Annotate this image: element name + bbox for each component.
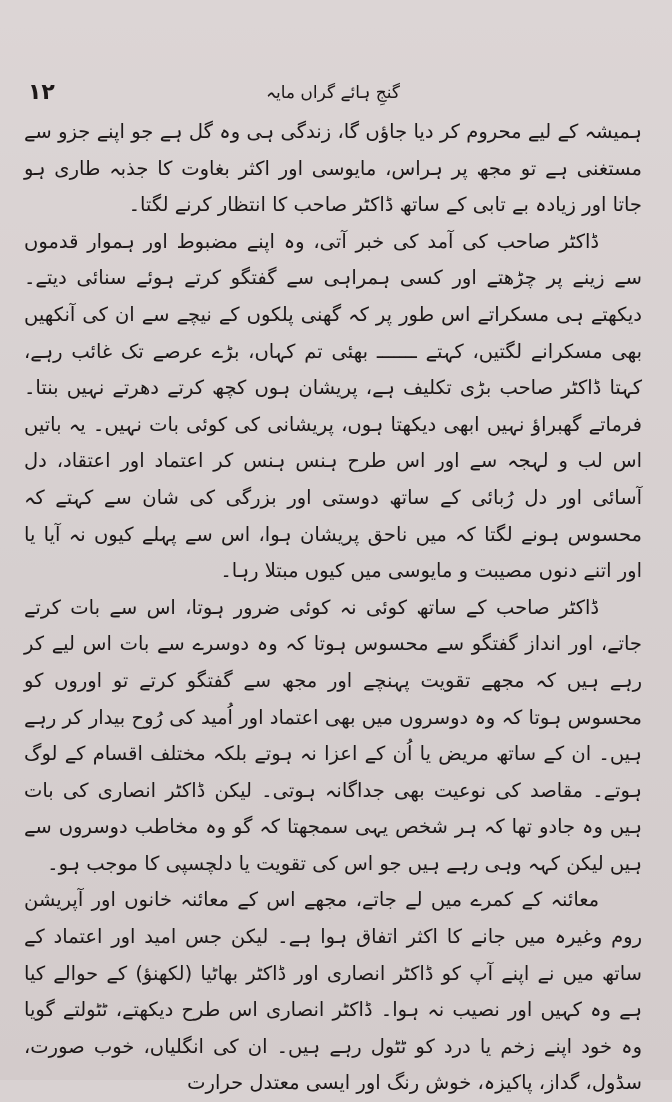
body-text: [24, 114, 642, 1102]
paragraph-4: معائنہ کے کمرے میں لے جاتے، مجھے اس کے معائنہ خانوں اور آپریشن روم وغیرہ میں جانے کا اکثر اتفاق ہوا ہے۔ لیکن جس امید اور اعتماد کے ساتھ میں نے اپنے آپ کو ڈاکٹر انصاری اور ڈاکٹر بھاٹیا (لکھنؤ) کے حوالے کیا ہے وہ کہیں اور نصیب نہ ہوا۔ ڈاکٹر انصاری اس طرح دیکھتے، ٹٹولتے گویا وہ خود اپنے زخم یا درد کو ٹٹول رہے ہیں۔ ان کی انگلیاں، خوب صورت، سڈول، گداز، پاکیزہ، خوش رنگ اور ایسی معتدل حرارت: [24, 888, 642, 1095]
page-number: ١٢: [28, 80, 55, 105]
page-header: [24, 78, 642, 114]
paragraph-2: ڈاکٹر صاحب کی آمد کی خبر آتی، وہ اپنے مضبوط اور ہموار قدموں سے زینے پر چڑھتے اور کسی ہمراہی سے گفتگو کرتے ہوئے سنائی دیتے۔ دیکھتے ہی مسکراتے اس طور پر کہ گھنی پلکوں کے نیچے سے ان کی آنکھیں بھی مسکرانے لگتیں، کہتے ـــــــ بھئی تم کہاں، بڑے عرصے تک غائب رہے، کہتا ڈاکٹر صاحب بڑی تکلیف ہے، پریشان ہوں کچھ کرتے دھرتے نہیں بنتا۔ فرماتے گھبراؤ نہیں ابھی دیکھتا ہوں، پریشانی کی کوئی بات نہیں۔ یہ باتیں اس لب و لہجہ سے اور اس طرح ہنس ہنس کر اعتماد اور اعتقاد، دل آسائی اور دل رُبائی کے ساتھ دوستی اور بزرگی کی شان سے کہتے کہ محسوس ہونے لگتا کہ میں ناحق پریشان ہوا، اس سے پہلے کیوں نہ آیا یا اور اتنے دنوں مصیبت و مایوسی میں کیوں مبتلا رہا۔: [24, 229, 642, 583]
paragraph-1: ہمیشہ کے لیے محروم کر دیا جاؤں گا، زندگی ہی وہ گل ہے جو اپنے جزو سے مستغنی ہے تو مجھ پر ہراس، مایوسی اور اکثر بغاوت کا جذبہ طاری ہو جاتا اور زیادہ بے تابی کے ساتھ ڈاکٹر صاحب کا انتظار کرنے لگتا۔: [24, 120, 642, 217]
running-title: گنجِ ہائے گراں مایہ: [266, 83, 400, 103]
paragraph-3: ڈاکٹر صاحب کے ساتھ کوئی نہ کوئی ضرور ہوتا، اس سے بات کرتے جاتے، اور انداز گفتگو سے محسوس ہوتا کہ وہ دوسرے سے بات اس لیے کر رہے ہیں کہ مجھے تقویت پہنچے اور مجھ سے گفتگو کرتے تو اوروں کو محسوس ہوتا کہ وہ دوسروں میں بھی اعتماد اور اُمید کی رُوح بیدار کر رہے ہیں۔ ان کے ساتھ مریض یا اُن کے اعزا نہ ہوتے بلکہ مختلف اقسام کے لوگ ہوتے۔ مقاصد کی نوعیت بھی جداگانہ ہوتی۔ لیکن ڈاکٹر انصاری کی بات ہیں وہ جادو تھا کہ ہر شخص یہی سمجھتا کہ گو وہ مخاطب دوسروں سے ہیں لیکن کہہ وہی رہے ہیں جو اس کی تقویت یا دلچسپی کا موجب ہو۔: [24, 595, 642, 875]
